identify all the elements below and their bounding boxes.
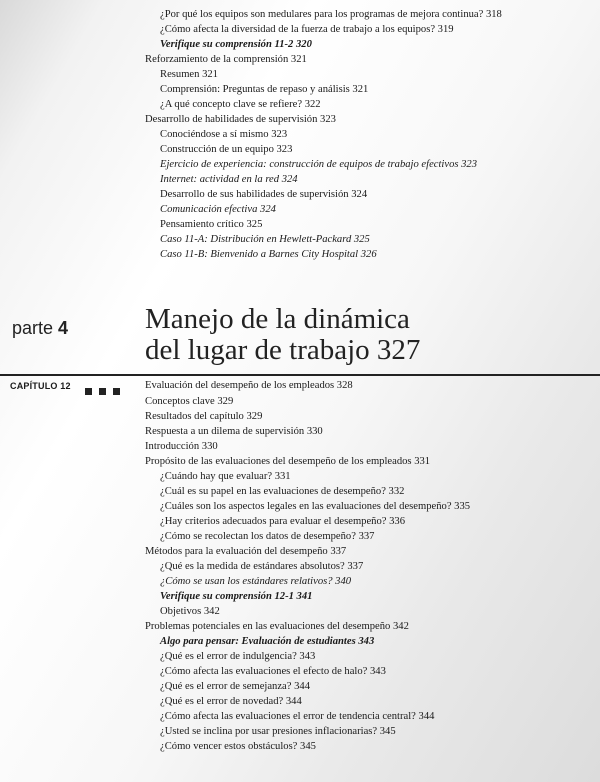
- part-word: parte: [12, 318, 54, 338]
- part-number: 4: [58, 318, 69, 338]
- toc-entry: Pensamiento crítico 325: [160, 219, 263, 230]
- toc-entry: Resultados del capítulo 329: [145, 411, 263, 422]
- toc-entry: ¿Qué es el error de novedad? 344: [160, 696, 302, 707]
- toc-entry: ¿Cuándo hay que evaluar? 331: [160, 471, 291, 482]
- toc-entry: ¿Cómo se recolectan los datos de desempeño? 337: [160, 531, 375, 542]
- chapter-square-bullets: [85, 382, 127, 400]
- toc-entry: Problemas potenciales en las evaluaciones del desempeño 342: [145, 621, 409, 632]
- toc-entry: Caso 11-A: Distribución en Hewlett-Packard 325: [160, 234, 370, 245]
- toc-entry: ¿Usted se inclina por usar presiones inflacionarias? 345: [160, 726, 396, 737]
- toc-entry: Propósito de las evaluaciones del desempeño de los empleados 331: [145, 456, 431, 467]
- toc-entry: Ejercicio de experiencia: construcción de equipos de trabajo efectivos 323: [160, 159, 478, 170]
- part-title-line-1: Manejo de la dinámica: [145, 303, 410, 335]
- toc-entry: ¿Cuáles son los aspectos legales en las evaluaciones del desempeño? 335: [160, 501, 471, 512]
- toc-entry: Conociéndose a sí mismo 323: [160, 129, 288, 140]
- toc-entry: Verifique su comprensión 11-2 320: [160, 39, 312, 50]
- toc-entry: Evaluación del desempeño de los empleados 328: [145, 380, 353, 391]
- toc-entry: Internet: actividad en la red 324: [160, 174, 298, 185]
- toc-entry: ¿A qué concepto clave se refiere? 322: [160, 99, 321, 110]
- toc-entry: Comprensión: Preguntas de repaso y análisis 321: [160, 84, 369, 95]
- toc-entry: Comunicación efectiva 324: [160, 204, 276, 215]
- part-title: [145, 304, 420, 366]
- toc-entry: ¿Cómo afecta las evaluaciones el efecto de halo? 343: [160, 666, 386, 677]
- toc-entry: ¿Cómo afecta la diversidad de la fuerza de trabajo a los equipos? 319: [160, 24, 454, 35]
- square-bullet-icon: [113, 388, 120, 395]
- part-label: [12, 318, 68, 339]
- toc-entry: ¿Cómo se usan los estándares relativos? 340: [160, 576, 352, 587]
- toc-entry: Resumen 321: [160, 69, 218, 80]
- square-bullet-icon: [99, 388, 106, 395]
- part-divider-rule: [0, 374, 600, 376]
- toc-entry: Caso 11-B: Bienvenido a Barnes City Hospital 326: [160, 249, 377, 260]
- toc-entry: Construcción de un equipo 323: [160, 144, 293, 155]
- toc-entry: Conceptos clave 329: [145, 396, 234, 407]
- toc-entry: ¿Qué es el error de indulgencia? 343: [160, 651, 316, 662]
- toc-entry: ¿Por qué los equipos son medulares para los programas de mejora continua? 318: [160, 9, 502, 20]
- toc-entry: ¿Qué es la medida de estándares absolutos? 337: [160, 561, 364, 572]
- toc-entry: Verifique su comprensión 12-1 341: [160, 591, 313, 602]
- toc-entry: ¿Cómo vencer estos obstáculos? 345: [160, 741, 316, 752]
- square-bullet-icon: [85, 388, 92, 395]
- toc-entry: Métodos para la evaluación del desempeño 337: [145, 546, 347, 557]
- toc-entry: ¿Qué es el error de semejanza? 344: [160, 681, 310, 692]
- toc-entry: ¿Cómo afecta las evaluaciones el error de tendencia central? 344: [160, 711, 435, 722]
- toc-entry: Introducción 330: [145, 441, 218, 452]
- toc-entry: Reforzamiento de la comprensión 321: [145, 54, 307, 65]
- toc-entry: Objetivos 342: [160, 606, 220, 617]
- toc-entry: Desarrollo de sus habilidades de supervisión 324: [160, 189, 368, 200]
- chapter-label: CAPÍTULO 12: [10, 381, 71, 391]
- toc-entry: Desarrollo de habilidades de supervisión 323: [145, 114, 336, 125]
- toc-entry: ¿Cuál es su papel en las evaluaciones de desempeño? 332: [160, 486, 405, 497]
- toc-entry: Algo para pensar: Evaluación de estudiantes 343: [160, 636, 375, 647]
- part-title-line-2: del lugar de trabajo 327: [145, 334, 421, 366]
- toc-entry: ¿Hay criterios adecuados para evaluar el desempeño? 336: [160, 516, 406, 527]
- toc-entry: Respuesta a un dilema de supervisión 330: [145, 426, 323, 437]
